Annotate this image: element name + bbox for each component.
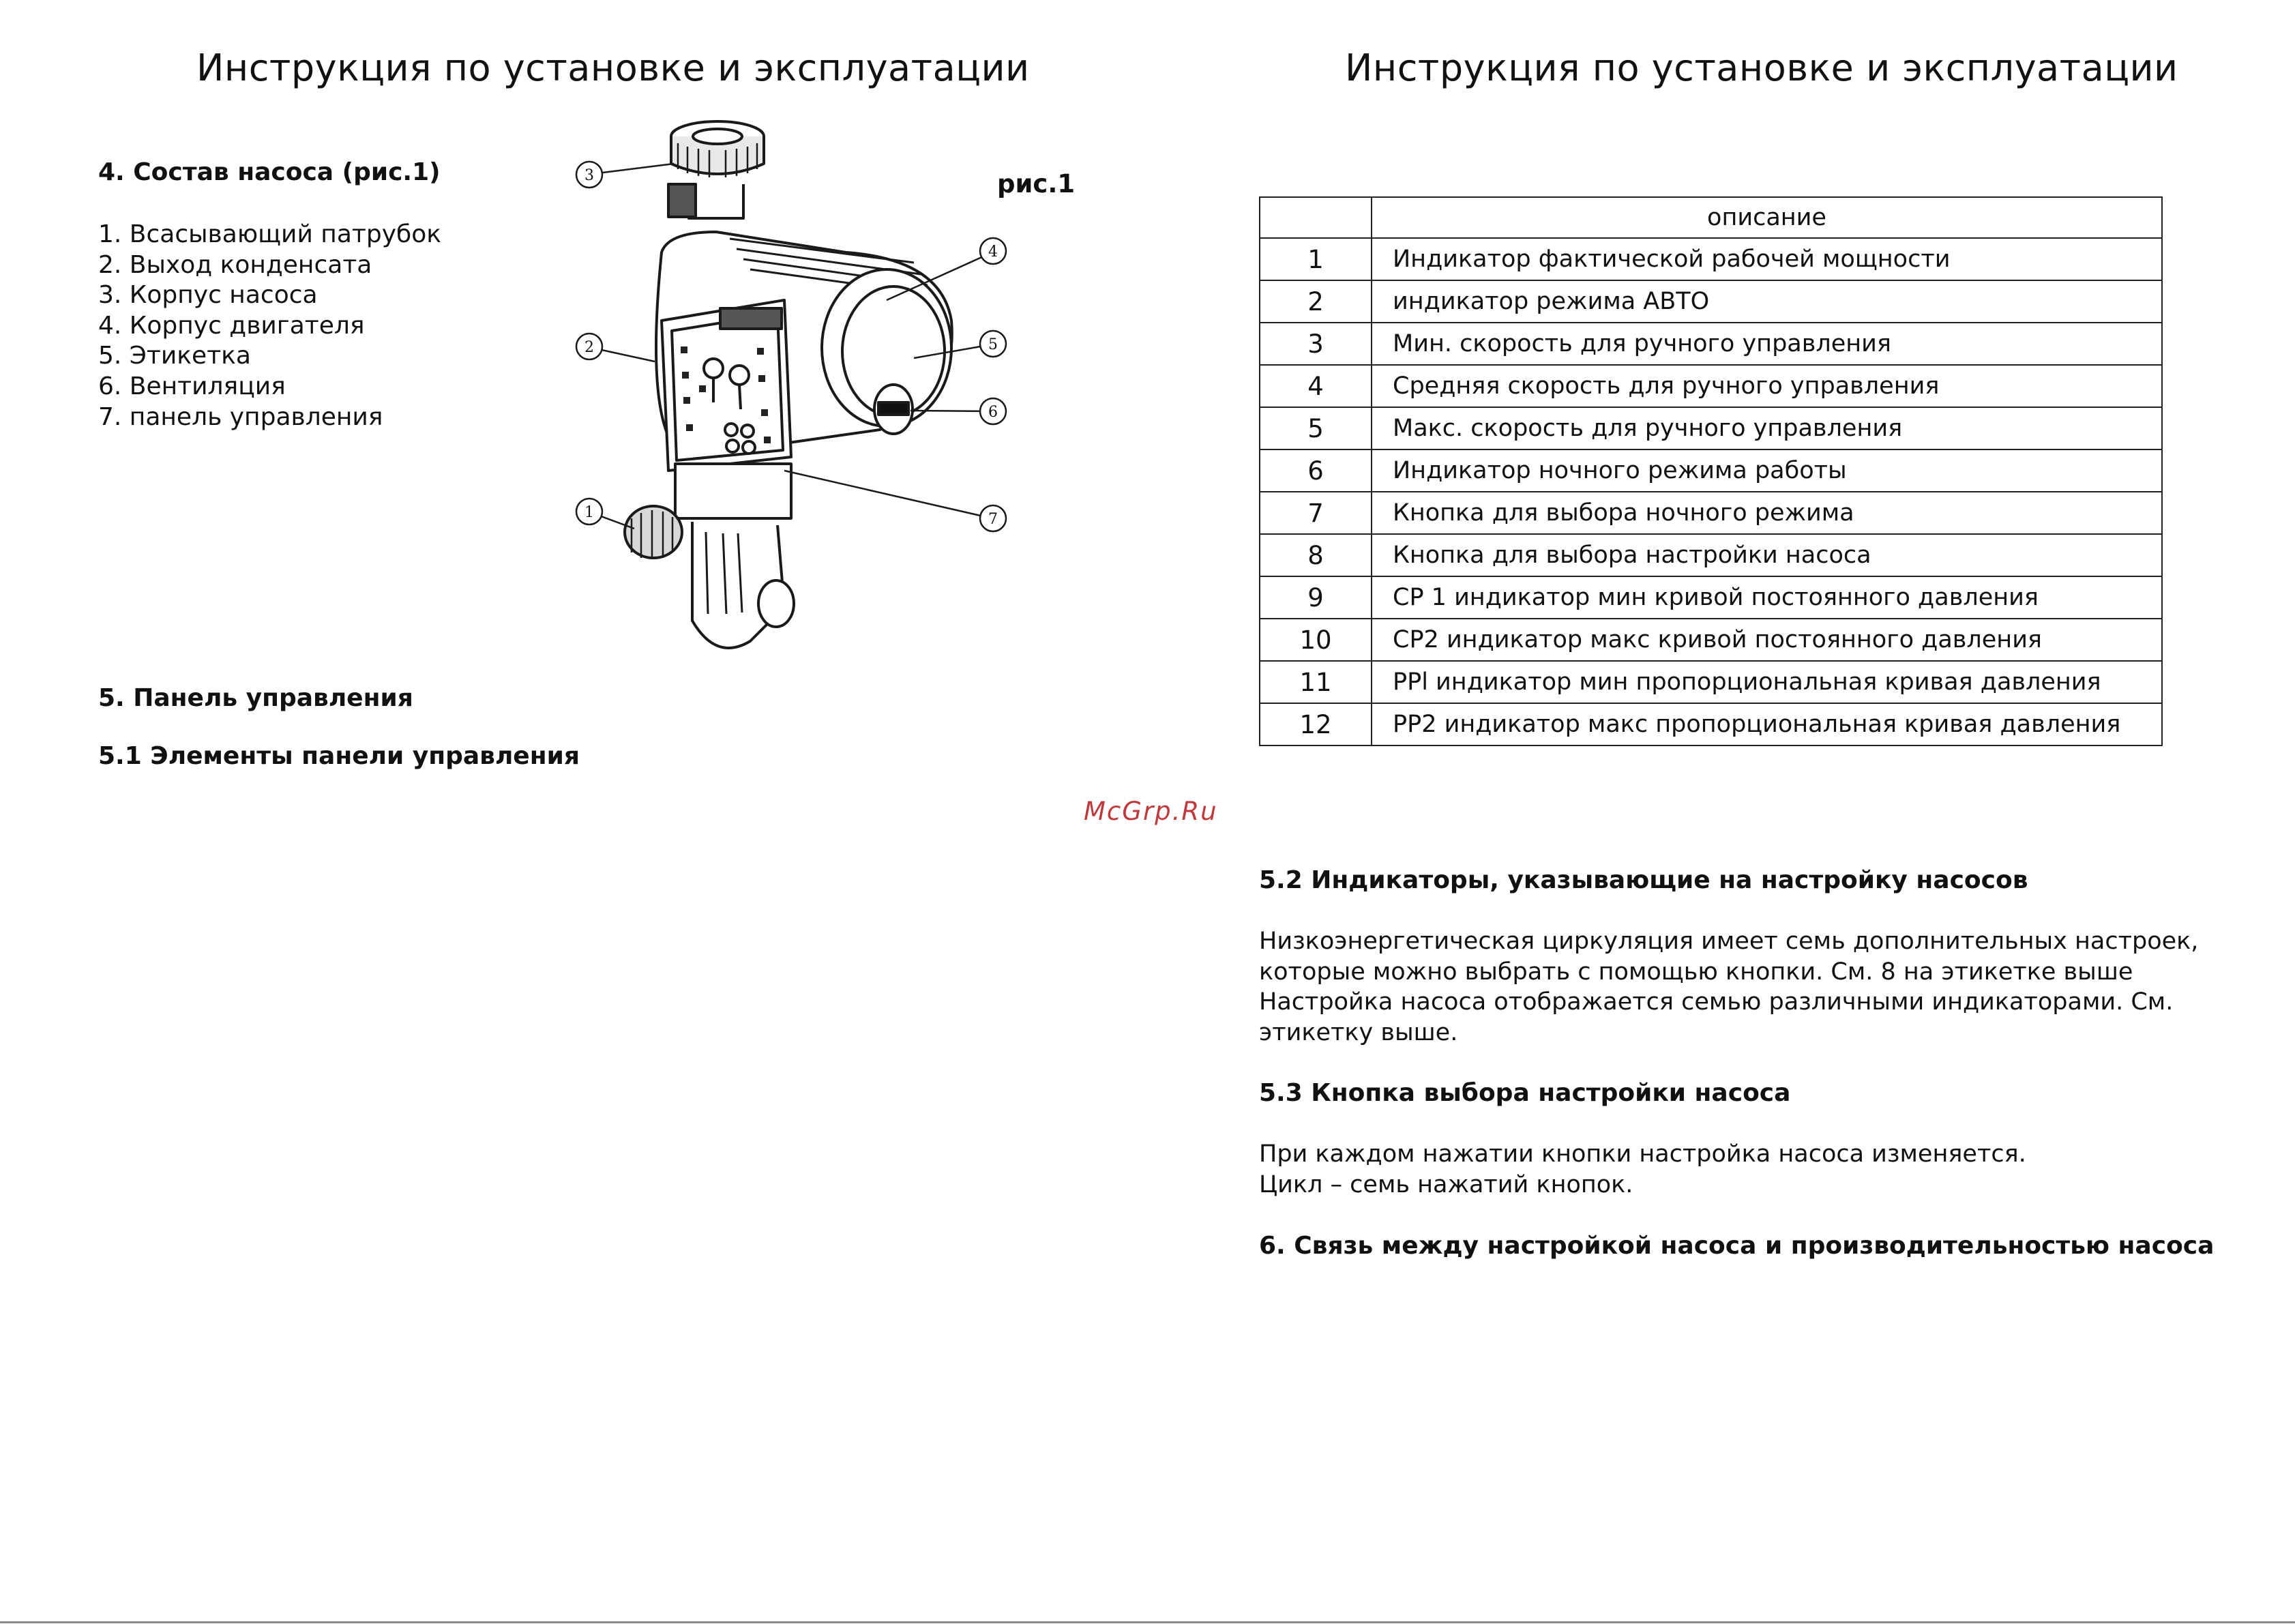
list-item: 2. Выход конденсата [98,250,372,279]
callout-label: 7 [988,511,998,528]
paragraph-line: Настройка насоса отображается семью различными индикаторами. См. [1259,988,2174,1016]
table-row [1260,492,2162,534]
table-row [1260,407,2162,449]
list-item: 6. Вентиляция [98,372,286,400]
callout-label: 4 [988,243,998,261]
callout-label: 2 [584,339,594,356]
row-description: Кнопка для выбора настройки насоса [1372,534,2162,576]
row-description: CP 1 индикатор мин кривой постоянного давления [1372,576,2162,619]
paragraph-line: которые можно выбрать с помощью кнопки. См. 8 на этикетке выше [1259,958,2133,986]
callout-label: 6 [988,404,998,421]
table-row [1260,703,2162,745]
row-description: Мин. скорость для ручного управления [1372,323,2162,365]
callout-7 [980,505,1006,531]
list-item: 1. Всасывающий патрубок [98,220,441,248]
table-row [1260,449,2162,492]
table-row [1260,576,2162,619]
components-list [98,220,441,432]
row-description: Индикатор ночного режима работы [1372,449,2162,492]
row-description: PP2 индикатор макс пропорциональная кривая давления [1372,703,2162,745]
section-5-3-text [1259,1139,2026,1200]
section-5-3-heading: 5.3 Кнопка выбора настройки насоса [1259,1079,1791,1107]
row-number: 6 [1260,449,1372,492]
left-page-title: Инструкция по установке и эксплуатации [196,46,1030,89]
callout-2 [576,334,602,359]
table-row [1260,534,2162,576]
row-number: 1 [1260,238,1372,280]
callout-label: 5 [988,336,998,353]
page-bottom-border [0,1621,2295,1623]
row-description: Кнопка для выбора ночного режима [1372,492,2162,534]
callout-5 [980,331,1006,357]
row-description: Индикатор фактической рабочей мощности [1372,238,2162,280]
table-row [1260,280,2162,323]
paragraph-line: При каждом нажатии кнопки настройка насоса изменяется. [1259,1140,2026,1168]
row-number: 3 [1260,323,1372,365]
table-header-cell [1260,197,1372,238]
right-page-title: Инструкция по установке и эксплуатации [1345,46,2178,89]
section-5-1-heading: 5.1 Элементы панели управления [98,742,580,770]
section-5-heading: 5. Панель управления [98,684,413,712]
figure-label: рис.1 [997,169,1076,198]
top-inlet-nut [671,121,764,177]
table-row [1260,619,2162,661]
table-header-row [1260,197,2162,238]
section-4-heading: 4. Состав насоса (рис.1) [98,158,441,186]
row-number: 4 [1260,365,1372,407]
row-number: 11 [1260,661,1372,703]
list-item: 7. панель управления [98,402,383,431]
section-5-2-text [1259,926,2198,1048]
row-number: 10 [1260,619,1372,661]
table-row [1260,661,2162,703]
paragraph-line: Цикл – семь нажатий кнопок. [1259,1170,1633,1198]
list-item: 4. Корпус двигателя [98,311,365,340]
row-number: 9 [1260,576,1372,619]
watermark: McGrp.Ru [1084,797,1218,826]
table-row [1260,238,2162,280]
indicator-table [1259,196,2163,746]
callout-4 [980,238,1006,264]
section-5-2-heading: 5.2 Индикаторы, указывающие на настройку насосов [1259,866,2028,894]
paragraph-line: этикетку выше. [1259,1018,1458,1046]
row-description: Макс. скорость для ручного управления [1372,407,2162,449]
callout-3 [576,162,602,188]
row-number: 7 [1260,492,1372,534]
table-row [1260,365,2162,407]
callout-1 [576,499,602,525]
table-row [1260,323,2162,365]
section-6-heading: 6. Связь между настройкой насоса и производительностью насоса [1259,1232,2215,1260]
callout-6 [980,398,1006,424]
row-number: 8 [1260,534,1372,576]
list-item: 5. Этикетка [98,342,251,370]
table-header-cell: описание [1372,197,2162,238]
row-description: индикатор режима АВТО [1372,280,2162,323]
row-number: 5 [1260,407,1372,449]
row-description: PPl индикатор мин пропорциональная кривая давления [1372,661,2162,703]
row-number: 12 [1260,703,1372,745]
list-item: 3. Корпус насоса [98,281,318,310]
row-description: CP2 индикатор макс кривой постоянного давления [1372,619,2162,661]
row-description: Средняя скорость для ручного управления [1372,365,2162,407]
pump-diagram [559,116,1023,662]
paragraph-line: Низкоэнергетическая циркуляция имеет семь дополнительных настроек, [1259,928,2199,955]
callout-label: 3 [584,167,594,184]
row-number: 2 [1260,280,1372,323]
callout-label: 1 [584,504,594,521]
